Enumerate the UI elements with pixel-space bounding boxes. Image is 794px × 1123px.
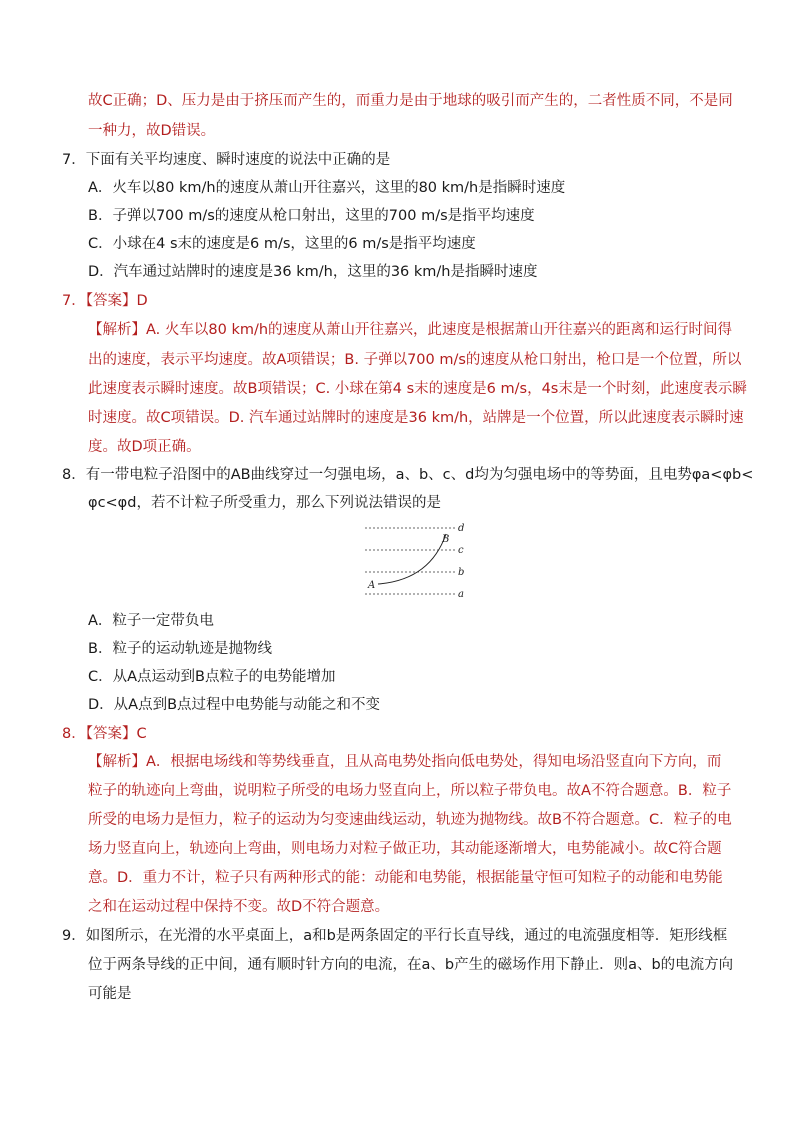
- explanation-line: 场力竖直向上，轨迹向上弯曲，则电场力对粒子做正功，其动能逐渐增大，电势能减小。故C符合题: [88, 841, 722, 857]
- explanation-line: 此速度表示瞬时速度。故B项错误；C. 小球在第4 s末的速度是6 m/s，4s末是一个时刻，此速度表示瞬: [88, 381, 747, 397]
- answer-8: 8．【答案】C: [62, 726, 147, 742]
- option-d: D．从A点到B点过程中电势能与动能之和不变: [88, 697, 381, 713]
- question-7: 7．下面有关平均速度、瞬时速度的说法中正确的是: [62, 152, 391, 168]
- option-a: A．火车以80 km/h的速度从萧山开往嘉兴，这里的80 km/h是指瞬时速度: [88, 180, 566, 196]
- explanation-line: 【解析】A. 火车以80 km/h的速度从萧山开往嘉兴，此速度是根据萧山开往嘉兴的距离和运行时间得: [88, 322, 733, 338]
- label-b: b: [458, 567, 465, 578]
- answer-7: 7．【答案】D: [62, 293, 148, 309]
- text-line: 故C正确；D、压力是由于挤压而产生的，而重力是由于地球的吸引而产生的，二者性质不同，不是同: [88, 93, 733, 109]
- explanation-line: 所受的电场力是恒力，粒子的运动为匀变速曲线运动，轨迹为抛物线。故B不符合题意。C．粒子的电: [88, 812, 732, 828]
- explanation-line: 度。故D项正确。: [88, 439, 201, 455]
- question-8-cont: φc<φd，若不计粒子所受重力，那么下列说法错误的是: [88, 495, 441, 511]
- question-9-cont: 位于两条导线的正中间，通有顺时针方向的电流，在a、b产生的磁场作用下静止．则a、b的电流方向: [88, 957, 734, 973]
- explanation-line: 之和在运动过程中保持不变。故D不符合题意。: [88, 899, 390, 915]
- label-A: A: [368, 580, 376, 591]
- option-c: C．从A点运动到B点粒子的电势能增加: [88, 669, 336, 685]
- option-a: A．粒子一定带负电: [88, 613, 214, 629]
- explanation-line: 粒子的轨迹向上弯曲，说明粒子所受的电场力竖直向上，所以粒子带负电。故A不符合题意。B．粒子: [88, 783, 732, 799]
- explanation-line: 时速度。故C项错误。D. 汽车通过站牌时的速度是36 km/h，站牌是一个位置，所以此速度表示瞬时速: [88, 410, 744, 426]
- label-d: d: [458, 523, 465, 534]
- option-c: C．小球在4 s末的速度是6 m/s，这里的6 m/s是指平均速度: [88, 236, 476, 252]
- question-9: 9．如图所示，在光滑的水平桌面上，a和b是两条固定的平行长直导线，通过的电流强度相等．矩形线框: [62, 928, 728, 944]
- label-a: a: [458, 589, 464, 600]
- explanation-line: 意。D．重力不计，粒子只有两种形式的能：动能和电势能，根据能量守恒可知粒子的动能和电势能: [88, 870, 723, 886]
- equipotential-figure: [360, 520, 480, 600]
- explanation-line: 出的速度，表示平均速度。故A项错误；B. 子弹以700 m/s的速度从枪口射出，枪口是一个位置，所以: [88, 352, 742, 368]
- text-line: 一种力，故D错误。: [88, 123, 216, 139]
- trajectory-curve: [378, 534, 446, 584]
- question-8: 8．有一带电粒子沿图中的AB曲线穿过一匀强电场，a、b、c、d均为匀强电场中的等势面，且电势φa<φb<: [62, 467, 754, 483]
- explanation-line: 【解析】A．根据电场线和等势线垂直，且从高电势处指向低电势处，得知电场沿竖直向下方向，而: [88, 754, 722, 770]
- label-B: B: [442, 534, 450, 545]
- option-b: B．粒子的运动轨迹是抛物线: [88, 641, 272, 657]
- question-9-cont: 可能是: [88, 986, 132, 1002]
- label-c: c: [458, 545, 464, 556]
- option-b: B．子弹以700 m/s的速度从枪口射出，这里的700 m/s是指平均速度: [88, 208, 535, 224]
- option-d: D．汽车通过站牌时的速度是36 km/h，这里的36 km/h是指瞬时速度: [88, 264, 538, 280]
